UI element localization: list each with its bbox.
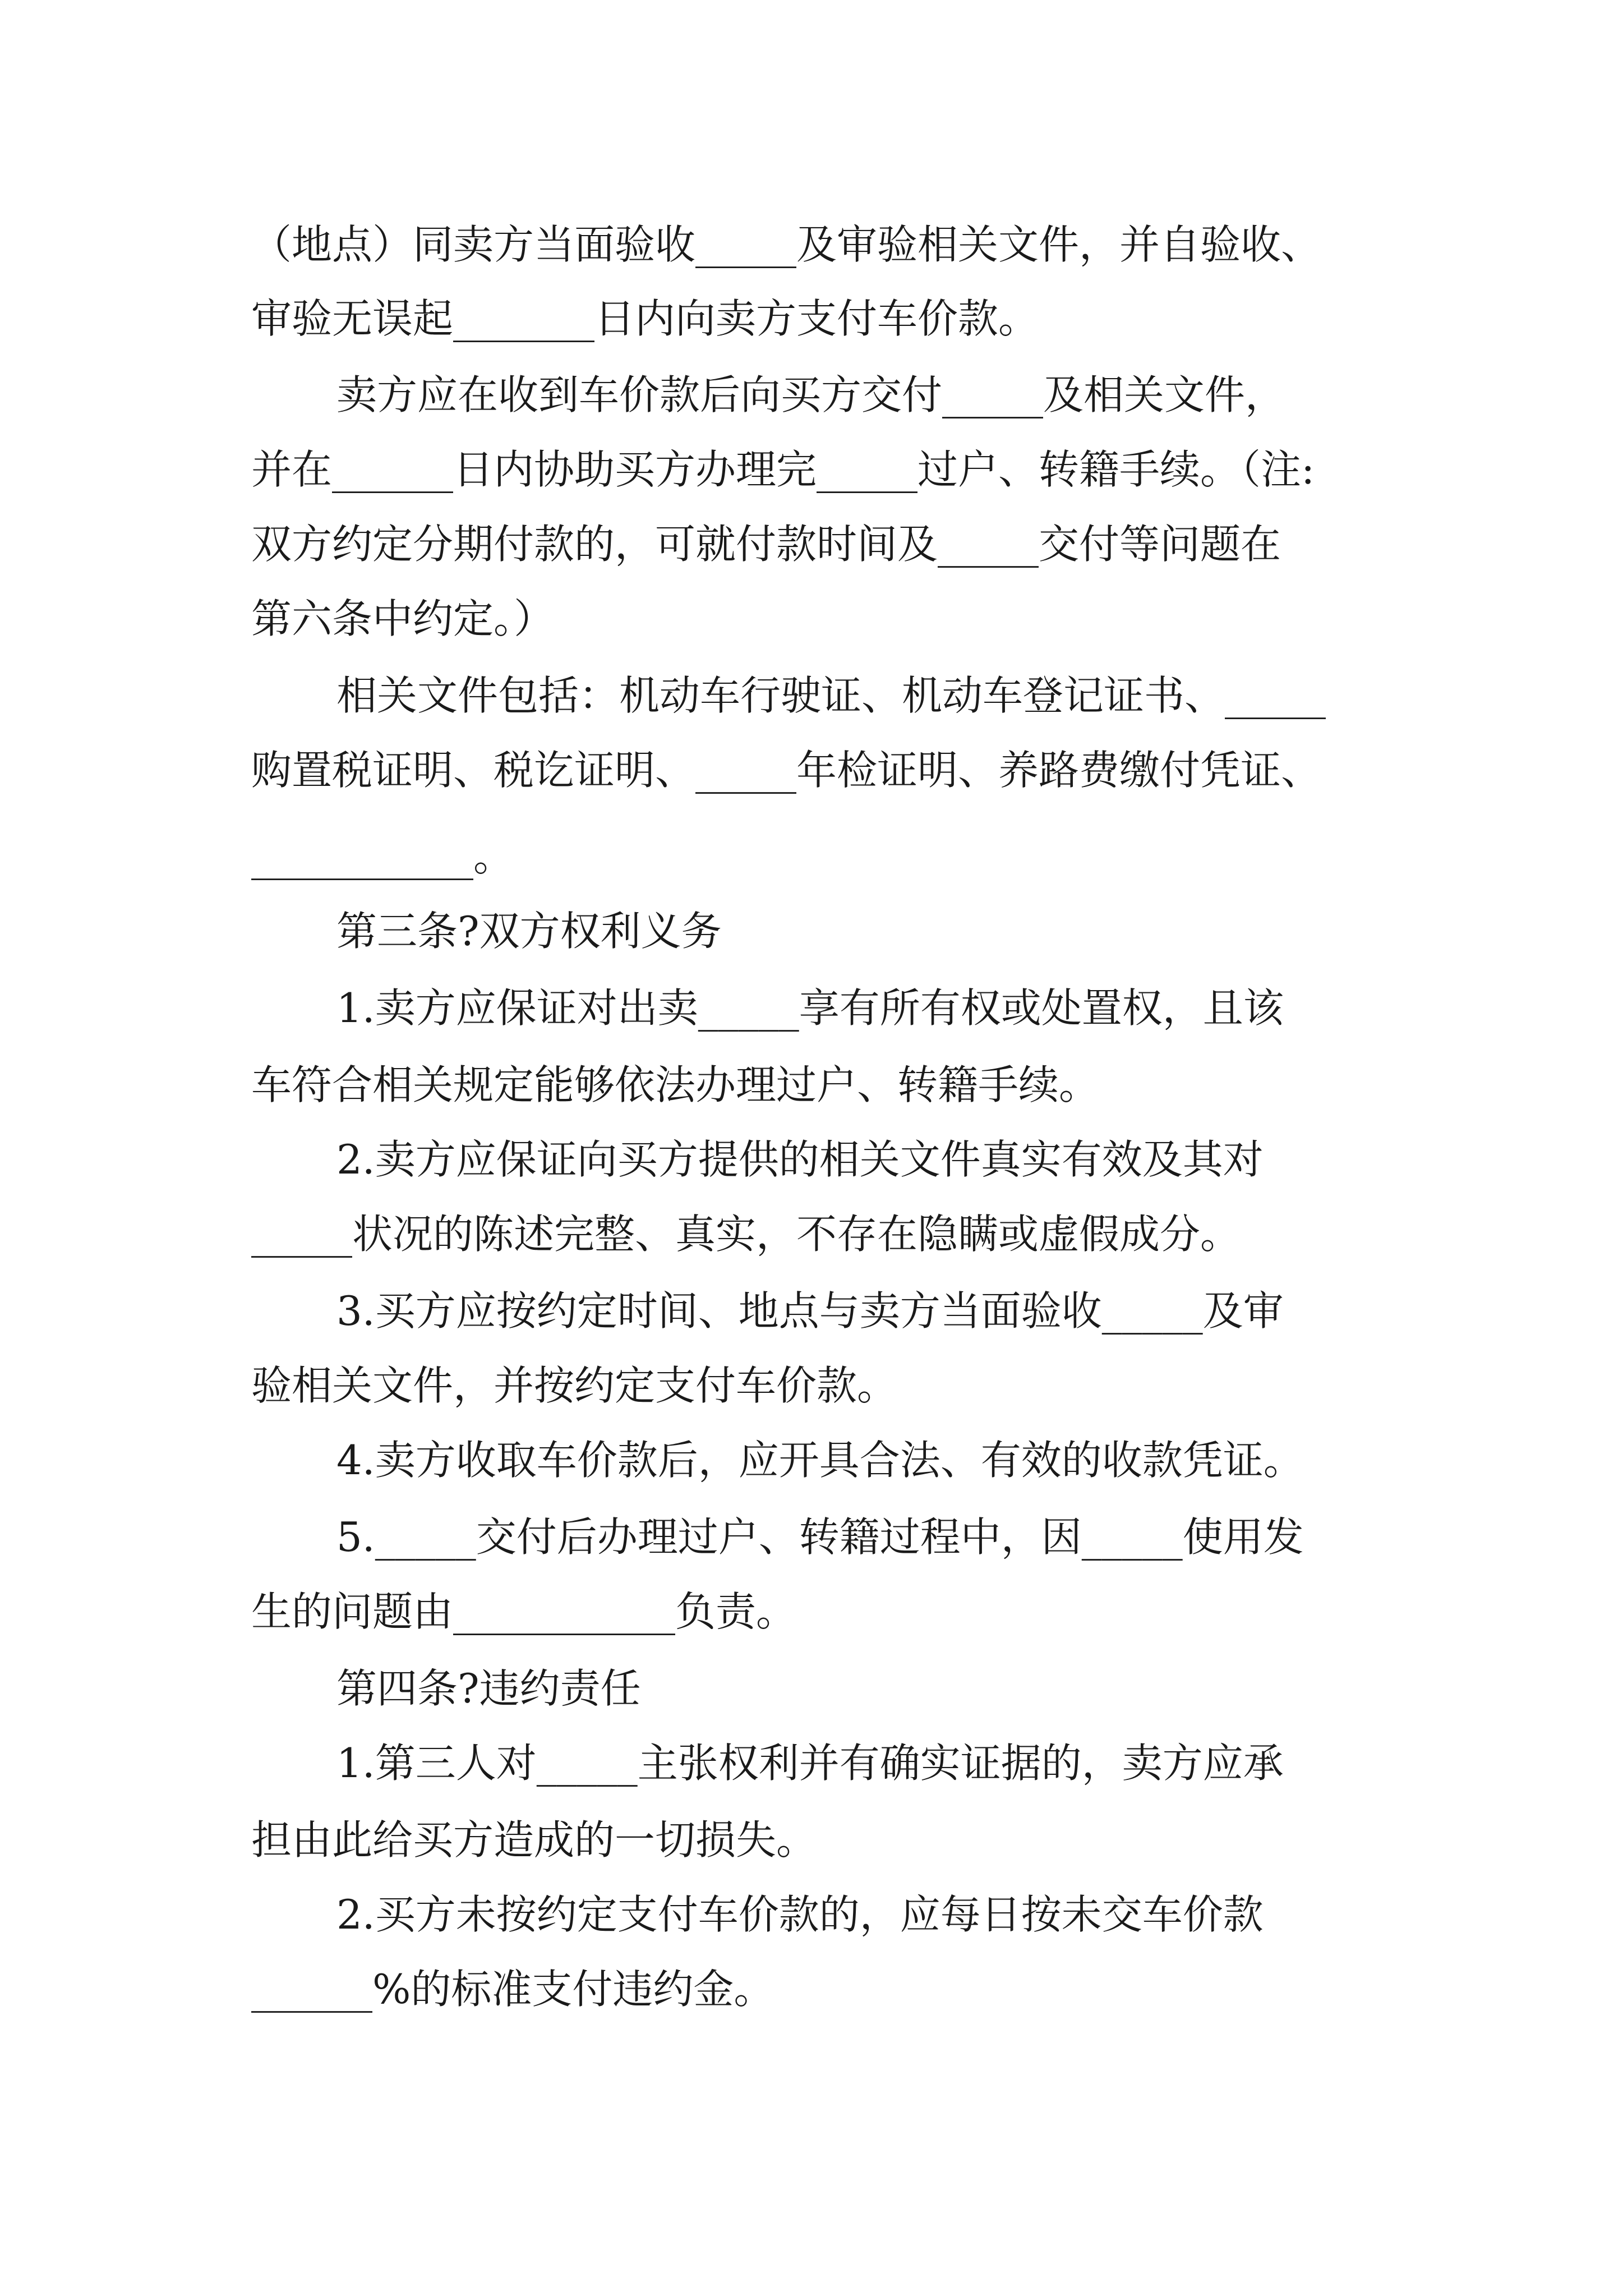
section-heading: 第四条?违约责任 bbox=[336, 1665, 641, 1712]
text-line: 验相关文件，并按约定支付车价款。 bbox=[251, 1362, 898, 1409]
text-line: 购置税证明、税讫证明、_____年检证明、养路费缴付凭证、 bbox=[251, 747, 1322, 794]
text-line: 双方约定分期付款的，可就付款时间及_____交付等问题在 bbox=[251, 521, 1281, 568]
text-line: _____状况的陈述完整、真实，不存在隐瞒或虚假成分。 bbox=[251, 1211, 1241, 1258]
text-line: （地点）同卖方当面验收_____及审验相关文件，并自验收、 bbox=[251, 221, 1322, 268]
text-line: 担由此给买方造成的一切损失。 bbox=[251, 1816, 817, 1864]
text-line: 审验无误起_______日内向卖方支付车价款。 bbox=[251, 295, 1039, 342]
text-line: 1.第三人对_____主张权利并有确实证据的，卖方应承 bbox=[336, 1740, 1284, 1787]
text-line: 相关文件包括：机动车行驶证、机动车登记证书、_____ bbox=[336, 672, 1326, 719]
text-line: 2.卖方应保证向买方提供的相关文件真实有效及其对 bbox=[336, 1136, 1264, 1183]
text-line: 5._____交付后办理过户、转籍过程中，因_____使用发 bbox=[336, 1513, 1304, 1561]
text-line: 2.买方未按约定支付车价款的，应每日按未交车价款 bbox=[336, 1891, 1264, 1938]
text-line: 并在______日内协助买方办理完_____过户、转籍手续。（注: bbox=[251, 446, 1315, 493]
text-line: 1.卖方应保证对出卖_____享有所有权或处置权，且该 bbox=[336, 984, 1284, 1032]
text-line: 第六条中约定。） bbox=[251, 595, 555, 642]
text-line: 4.卖方收取车价款后，应开具合法、有效的收款凭证。 bbox=[336, 1437, 1304, 1484]
text-line: ___________。 bbox=[251, 833, 514, 880]
text-line: 卖方应在收到车价款后向买方交付_____及相关文件， bbox=[336, 371, 1286, 418]
text-line: 车符合相关规定能够依法办理过户、转籍手续。 bbox=[251, 1061, 1100, 1108]
section-heading: 第三条?双方权利义务 bbox=[336, 908, 722, 955]
text-line: 生的问题由___________负责。 bbox=[251, 1588, 797, 1635]
text-line: ______%的标准支付违约金。 bbox=[251, 1966, 774, 2013]
text-line: 3.买方应按约定时间、地点与卖方当面验收_____及审 bbox=[336, 1287, 1284, 1335]
